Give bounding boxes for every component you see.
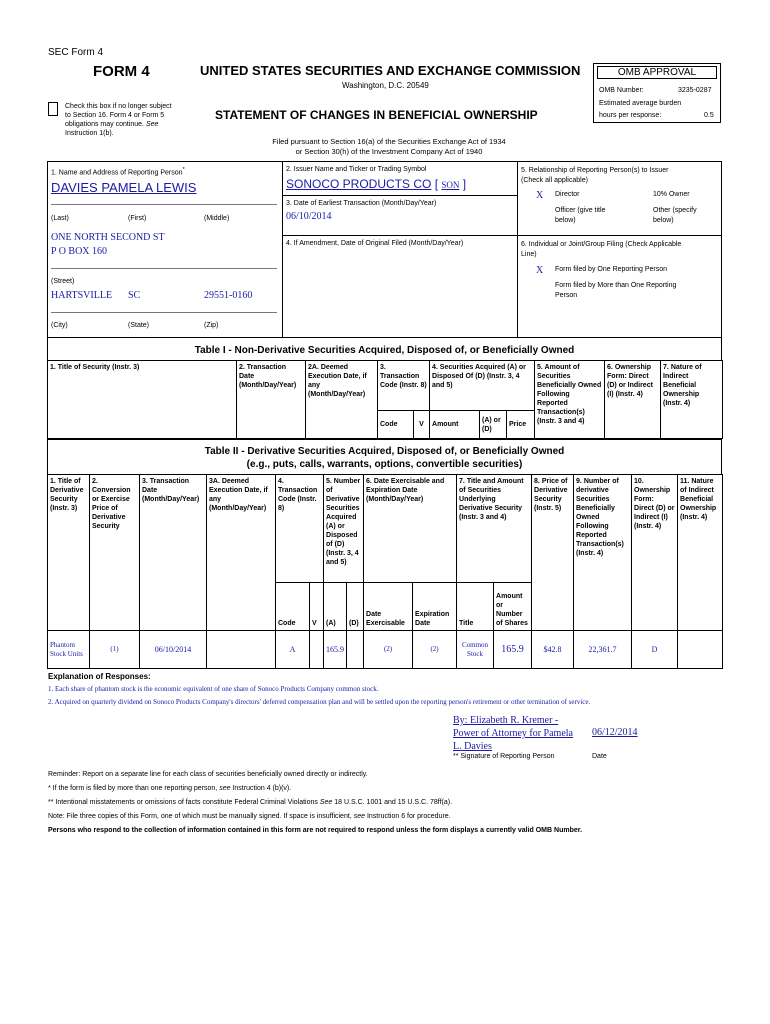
no-longer-subject-checkbox[interactable] — [48, 102, 58, 118]
box2-label: 2. Issuer Name and Ticker or Trading Symbol — [286, 166, 427, 173]
t2-h2: 2. Conversion or Exercise Price of Derivative Security — [90, 475, 140, 631]
table1-title: Table I - Non-Derivative Securities Acquired, Disposed of, or Beneficially Owned — [194, 345, 575, 356]
t1-h5: 5. Amount of Securities Beneficially Owned Following Reported Transaction(s) (Instr. 3 and 4) — [535, 361, 605, 439]
t2-h1: 1. Title of Derivative Security (Instr. 3) — [48, 475, 90, 631]
table1-nonderivative — [47, 360, 723, 439]
t2-row-date: 06/10/2014 — [140, 631, 207, 669]
omb-number-label: OMB Number: — [599, 87, 644, 94]
explanation-note-2: 2. Acquired on quarterly dividend on Sonoco Products Company's directors' deferred compensation plan and will be settled upon the reporting person's retirement or other termination of service. — [48, 698, 591, 706]
t2-title: Title — [457, 583, 494, 631]
ten-pct-label: 10% Owner — [653, 191, 690, 198]
box5-label: 5. Relationship of Reporting Person(s) to Issuer (Check all applicable) — [521, 167, 669, 184]
zip-label: (Zip) — [204, 322, 219, 329]
table2-title: Table II - Derivative Securities Acquired, Disposed of, or Beneficially Owned (e.g., puts, calls, warrants, options, convertible securities) — [204, 446, 565, 470]
t2-row-amount: 165.9 — [494, 631, 532, 669]
street-address: ONE NORTH SECOND ST P O BOX 160 — [51, 232, 165, 257]
t2-d: (D) — [347, 583, 364, 631]
table2-derivative — [47, 474, 723, 669]
t1-v: V — [414, 411, 430, 439]
city-label: (City) — [51, 322, 68, 329]
omb-hours: 0.5 — [704, 112, 714, 119]
t2-row-a: 165.9 — [324, 631, 347, 669]
t2-row-deemed — [207, 631, 276, 669]
omb-title: OMB APPROVAL — [597, 66, 717, 79]
director-checkbox[interactable]: X — [536, 190, 544, 201]
t1-h2: 2. Transaction Date (Month/Day/Year) — [237, 361, 306, 439]
sec-form-label: SEC Form 4 — [48, 47, 104, 58]
t2-h3a: 3A. Deemed Execution Date, if any (Month/Day/Year) — [207, 475, 276, 631]
officer-label: Officer (give title below) — [555, 207, 606, 224]
t1-price: Price — [507, 411, 535, 439]
t1-amount: Amount — [430, 411, 480, 439]
box4-label: 4. If Amendment, Date of Original Filed (Month/Day/Year) — [286, 240, 464, 247]
t2-row-date-ex: (2) — [364, 631, 413, 669]
t2-h4: 4. Transaction Code (Instr. 8) — [276, 475, 324, 583]
t1-code: Code — [378, 411, 414, 439]
t2-row-conv: (1) — [90, 631, 140, 669]
statement-title: STATEMENT OF CHANGES IN BENEFICIAL OWNERSHIP — [215, 108, 538, 122]
state: SC — [128, 290, 141, 301]
t2-row-exp: (2) — [413, 631, 457, 669]
more-than-one-label: Form filed by More than One Reporting Person — [555, 282, 677, 299]
box3-label: 3. Date of Earliest Transaction (Month/Day/Year) — [286, 200, 437, 207]
t1-h3: 3. Transaction Code (Instr. 8) — [378, 361, 430, 411]
t2-row-form: D — [632, 631, 678, 669]
checkbox-instructions: Check this box if no longer subject to Section 16. Form 4 or Form 5 obligations may continue. See Instruction 1(b). — [65, 103, 172, 137]
one-reporting-person-checkbox[interactable]: X — [536, 265, 544, 276]
signature-label: ** Signature of Reporting Person — [453, 753, 555, 760]
t2-row-title: Common Stock — [457, 631, 494, 669]
t2-h3: 3. Transaction Date (Month/Day/Year) — [140, 475, 207, 631]
t2-h8: 8. Price of Derivative Security (Instr. 5) — [532, 475, 574, 631]
signature: By: Elizabeth R. Kremer - Power of Attorney for Pamela L. Davies — [453, 715, 573, 752]
t1-h4: 4. Securities Acquired (A) or Disposed Of (D) (Instr. 3, 4 and 5) — [430, 361, 535, 411]
t2-row-nature — [678, 631, 723, 669]
footer-notes: Reminder: Report on a separate line for each class of securities beneficially owned directly or indirectly. * If the form is filed by more than one reporting person, see Instruction 4 (b)(v). ** Intentional misstatements or omissions of facts constitute Federal Criminal Violations See 18 U.S.C. 1001 and 15 U.S.C. 78ff(a). Note: File three copies of this Form, one of which must be manually signed. If space is insufficient, see Instruction 6 for procedure. Persons who respond to the collection of information contained in this form are not required to respond unless the form displays a currently valid OMB Number. — [48, 771, 583, 834]
t2-h5: 5. Number of Derivative Securities Acquired (A) or Disposed of (D) (Instr. 3, 4 and 5) — [324, 475, 364, 583]
t2-exp: Expiration Date — [413, 583, 457, 631]
city: HARTSVILLE — [51, 290, 113, 301]
t2-amount-shares: Amount or Number of Shares — [494, 583, 532, 631]
t2-h6: 6. Date Exercisable and Expiration Date (Month/Day/Year) — [364, 475, 457, 583]
t2-row-v — [310, 631, 324, 669]
t1-h1: 1. Title of Security (Instr. 3) — [48, 361, 237, 439]
t2-h10: 10. Ownership Form: Direct (D) or Indirect (I) (Instr. 4) — [632, 475, 678, 631]
t1-h2a: 2A. Deemed Execution Date, if any (Month/Day/Year) — [306, 361, 378, 439]
t2-code: Code — [276, 583, 310, 631]
box6-label: 6. Individual or Joint/Group Filing (Check Applicable Line) — [521, 241, 682, 258]
t2-a: (A) — [324, 583, 347, 631]
street-label: (Street) — [51, 278, 75, 285]
t1-h7: 7. Nature of Indirect Beneficial Ownership (Instr. 4) — [661, 361, 723, 439]
filed-pursuant: Filed pursuant to Section 16(a) of the Securities Exchange Act of 1934 or Section 30(h) of the Investment Company Act of 1940 — [272, 137, 506, 156]
reporting-person-name[interactable]: DAVIES PAMELA LEWIS — [51, 180, 197, 195]
t2-row-code: A — [276, 631, 310, 669]
t2-row-security: Phantom Stock Units — [48, 631, 90, 669]
form-number: FORM 4 — [93, 63, 150, 80]
omb-number: 3235-0287 — [678, 87, 712, 94]
earliest-transaction-date: 06/10/2014 — [286, 211, 332, 222]
t1-h6: 6. Ownership Form: Direct (D) or Indirect (I) (Instr. 4) — [605, 361, 661, 439]
signature-date: 06/12/2014 — [592, 727, 638, 738]
omb-burden-label: Estimated average burden — [599, 100, 682, 107]
t1-aord: (A) or (D) — [480, 411, 507, 439]
t2-row-owned: 22,361.7 — [574, 631, 632, 669]
state-label: (State) — [128, 322, 150, 329]
director-label: Director — [555, 191, 580, 198]
zip: 29551-0160 — [204, 290, 253, 301]
omb-hours-label: hours per response: — [599, 112, 662, 119]
agency-location: Washington, D.C. 20549 — [342, 81, 429, 90]
one-reporting-person-label: Form filed by One Reporting Person — [555, 266, 668, 273]
t2-h7: 7. Title and Amount of Securities Underlying Derivative Security (Instr. 3 and 4) — [457, 475, 532, 583]
table-row — [48, 631, 723, 669]
explanation-note-1: 1. Each share of phantom stock is the economic equivalent of one share of Sonoco Products Company common stock. — [48, 685, 379, 693]
t2-row-price: $42.8 — [532, 631, 574, 669]
t2-row-d — [347, 631, 364, 669]
t2-date-ex: Date Exercisable — [364, 583, 413, 631]
last-label: (Last) — [51, 215, 69, 222]
middle-label: (Middle) — [204, 215, 230, 222]
date-label: Date — [592, 753, 607, 760]
agency-title: UNITED STATES SECURITIES AND EXCHANGE COMMISSION — [200, 63, 581, 78]
t2-h9: 9. Number of derivative Securities Beneficially Owned Following Reported Transaction(s) (Instr. 4) — [574, 475, 632, 631]
box1-label: 1. Name and Address of Reporting Person* — [51, 167, 185, 177]
explanation-label: Explanation of Responses: — [48, 672, 151, 681]
t2-h11: 11. Nature of Indirect Beneficial Ownership (Instr. 4) — [678, 475, 723, 631]
issuer-name[interactable]: SONOCO PRODUCTS CO [ SON ] — [286, 177, 467, 191]
other-label: Other (specify below) — [653, 207, 697, 224]
first-label: (First) — [128, 215, 147, 222]
t2-v: V — [310, 583, 324, 631]
